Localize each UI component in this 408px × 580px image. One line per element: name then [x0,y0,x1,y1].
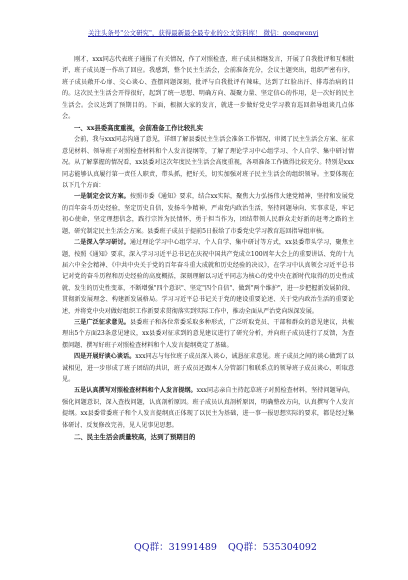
point-2-paragraph [62,237,354,317]
point-1-lead: 一是制定会议方案。 [74,193,130,201]
point-3-lead: 三是广泛征求意见。 [74,318,131,326]
point-5-text: xxx同志亲自主持起草班子对照检查材料，坚持问题导向，强化问题意识，深入查找问题，认真剖析原因。班子成员认真剖析原因，明确整改方向，认真撰写个人发言提纲。xx县委常委班子和个人发言提纲真正体现了以民主为基础，进一事一报思想实际的要求，都是经过集体研讨、反复修改完善，见人见事见思想。 [62,387,355,429]
document-body [62,54,354,443]
point-4-text: xxx同志与每位班子成员深入谈心，诚恳征求意见。班子成员之间的谈心做到了以诚相见，进一步形成了班子团结的共识，班子成员还跟本人分管部门和联系点的领导班子成员谈心、听取意见。 [62,353,355,383]
footer-qq-group-2: QQ群：535304092 [228,542,317,553]
section-1-paragraph: 会前，我与xxx同志沟通了意见，详细了解县委民主生活会准备工作情况，审阅了民主生活会方案、征求意见材料、领导班子对照检查材料和个人发言提纲等，了解了理论学习中心组学习、个人自学、集中研讨情况。从了解掌握的情况看，xx县委对这次年度民主生活会高度重视，各项准备工作做得比较充分。特别是xxx同志能够认真履行第一责任人职责，带头抓，把好关，切实加强对班子民主生活会的组织领导。主要体现在以下几个方面： [62,136,354,190]
point-3-text: 县委班子和各位常委采取多种形式，广泛听取党员、干部和群众的意见建议，共梳理出5个方面23条意见建议，xx县委对征求到的意见建议进行了研究分析，并向班子成员进行了反馈，为查摆问题、撰写好班子对照检查材料和个人发言提纲奠定了基础。 [62,318,355,349]
point-4-paragraph [62,351,354,385]
point-1-paragraph [62,191,354,237]
footer-qq-group-1: QQ群：31991489 [134,542,217,553]
section-2-heading: 二、民主生活会质量较高，达到了预期目的 [74,433,196,441]
point-3-paragraph [62,317,354,351]
point-1-text: 按照市委《通知》要求，结合xx实际，聚焦大力弘扬伟大建党精神，坚持和发展党的百年奋斗历史经验，坚定历史自信，发扬斗争精神，严肃党内政治生活，坚持问题导向、实事求是，牢记初心使命，坚定理想信念，践行宗旨为民情怀，勇于担当作为，团结带领人民群众走好新的赶考之路的主题，研究制定民主生活会方案。县委班子成员于提前5日报给了市委党史学习教育巡回指导组审核。 [62,193,355,235]
section-1-heading: 一、xx县委高度重视，会前准备工作比较扎实 [74,124,204,133]
point-5-paragraph [62,385,354,431]
intro-paragraph: 刚才，xxx同志代表班子通报了有关情况，作了对照检查，班子成员相继发言，开展了自我批评和互相批评，班子成员逐一作出了回应。我感到，整个民主生活会，会前准备充分，会议主题突出，组织严密有序，班子成员敞开心扉、交心谈心、查摆问题深刻，批评与自我批评有辣味，达到了红脸出汗、排毒治病的目的。这次民主生活会开得很好，起到了统一思想、明确方向、凝聚力量、坚定信心的作用，是一次好的民主生活会。会议达到了预期目的。下面，根据大家的发言，就进一步做好党史学习教育巡回指导组谈几点体会。 [62,56,354,121]
point-2-lead: 二是深入学习研讨。 [74,239,130,247]
header-banner-link[interactable]: 关注头条号"公文研究"，获得最新最全最专业的公文资料库！ 微信：gongwenyj [88,29,319,37]
point-4-lead: 四是开展好谈心谈话。 [74,353,136,361]
point-2-text: 通过理论学习中心组学习、个人自学、集中研讨等方式，xx县委带头学习，聚焦主题，按照《通知》要求，深入学习习近平总书记在庆祝中国共产党成立100周年大会上的重要讲话、党的十九届六中全会精神、《中共中央关于党的百年奋斗重大成就和历史经验的决议》，在学习中认真领会习近平总书记对党的奋斗历程和历史经验的高度概括，深刻理解以习近平同志为核心的党中央在新时代取得的历史性成就、发生的历史性变革，不断增强"四个意识"、坚定"四个自信"、做到"两个维护"，进一步把握新发展阶段、贯彻新发展理念、构建新发展格局。学习习近平总书记关于党的建设重要论述、关于党内政治生活的重要论述，并将党中央对做好组织工作新要求贯彻落实到实际工作中，推动全面从严治党向纵深发展。 [62,239,355,315]
point-5-lead: 五是认真撰写对照检查材料和个人发言提纲。 [74,387,197,395]
